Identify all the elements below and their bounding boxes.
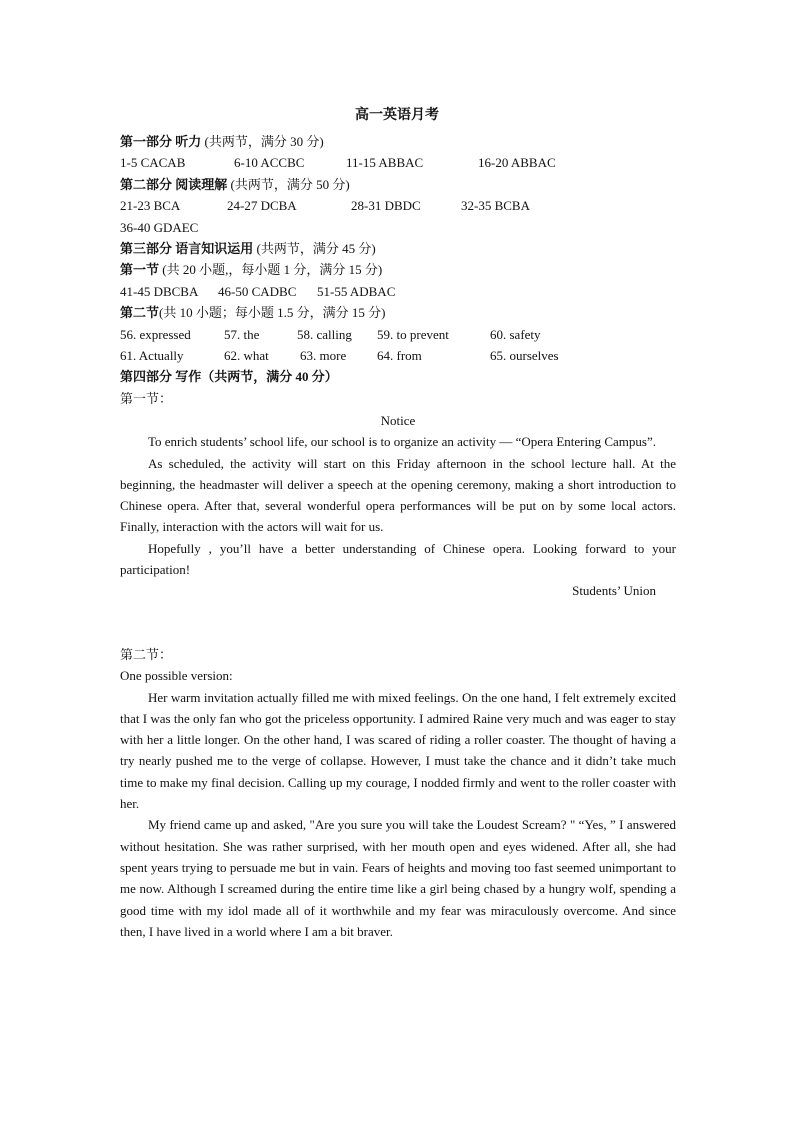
answer-section-objective: [120, 131, 680, 409]
part3-title: 第三部分 语言知识运用: [120, 240, 254, 256]
essay-paragraph: Her warm invitation actually filled me with mixed feelings. On the one hand, I felt extremely excited that I was the only fan who got the priceless opportunity. I admired Raine very much and was eager to stay with her a little longer. On the other hand, I was scared of riding a roller coaster. The thought of having a try nearly pushed me to the verge of collapse. However, I must take the chance and it didn’t take much time to make my final decision. Calling up my courage, I nodded firmly and went to the roller coaster with her.: [120, 689, 676, 812]
answer-group: 21-23 BCA: [120, 198, 181, 214]
part1-title: 第一部分 听力: [120, 134, 202, 149]
part1-answers: [120, 152, 680, 173]
part2-answers-row1: [120, 195, 680, 216]
notice-paragraph: Hopefully , you’ll have a better understanding of Chinese opera. Looking forward to your participation!: [120, 540, 676, 578]
answer-item: 63. more: [300, 347, 347, 363]
continuation-essay: [120, 644, 676, 942]
notice-title: Notice: [380, 413, 416, 428]
answer-item: 58. calling: [297, 326, 352, 342]
answer-item: 60. safety: [490, 326, 541, 342]
part3-section1-heading: [120, 259, 680, 280]
part3-section1-answers: [120, 281, 680, 302]
part2-heading: [120, 174, 680, 195]
part3-heading: [120, 238, 680, 259]
answer-item: 57. the: [224, 326, 260, 342]
section2-note: (共 10 小题；每小题 1.5 分，满分 15 分): [159, 305, 386, 321]
answer-group: 16-20 ABBAC: [478, 155, 556, 171]
version-label: One possible version:: [120, 668, 233, 684]
answer-group: 41-45 DBCBA: [120, 283, 199, 299]
section2-title: 第二节: [120, 305, 160, 321]
answer-item: 65. ourselves: [490, 347, 559, 363]
answer-group: 46-50 CADBC: [218, 283, 297, 299]
part3-note: (共两节，满分 45 分): [253, 240, 376, 256]
page-title: 高一英语月考: [355, 108, 439, 123]
part3-section2-row1: [120, 324, 680, 345]
section1-note: (共 20 小题,，每小题 1 分，满分 15 分): [159, 262, 383, 278]
part1-heading: [120, 131, 680, 152]
answer-item: 62. what: [224, 347, 269, 363]
answer-item: 59. to prevent: [377, 326, 449, 342]
answer-item: 56. expressed: [120, 326, 191, 342]
answer-group: 1-5 CACAB: [120, 155, 186, 171]
answer-group: 51-55 ADBAC: [317, 283, 396, 299]
answer-group: 11-15 ABBAC: [346, 155, 424, 171]
part4-heading: 第四部分 写作（共两节，满分 40 分）: [120, 369, 338, 385]
notice-essay: [120, 410, 676, 602]
part3-section2-row2: [120, 345, 680, 366]
section2-label: 第二节：: [120, 647, 173, 662]
essay-paragraph: My friend came up and asked, "Are you sure you will take the Loudest Scream? " “Yes, ” I answered without hesitation. She was rather surprised, with her mouth open and eyes widened. After all, she had spent years trying to persuade me but in vain. Fears of heights and moving too fast seemed unimportant to me now. Although I screamed during the entire time like a girl being chased by a hungry wolf, spending a good time with my idol made all of it worthwhile and my fear was miraculously overcome. And since then, I have lived in a world where I am a bit braver.: [120, 817, 676, 939]
notice-paragraph: To enrich students’ school life, our school is to organize an activity — “Opera Entering Campus”.: [148, 434, 657, 450]
part2-title: 第二部分 阅读理解: [120, 176, 228, 192]
answer-group: 32-35 BCBA: [461, 198, 530, 214]
notice-signature: Students’ Union: [572, 583, 656, 599]
part4-section1-label: 第一节：: [120, 390, 173, 406]
answer-item: 61. Actually: [120, 347, 184, 363]
answer-group: 6-10 ACCBC: [234, 155, 305, 171]
answer-group: 28-31 DBDC: [351, 198, 421, 214]
part2-note: (共两节，满分 50 分): [227, 176, 350, 192]
section1-title: 第一节: [120, 262, 160, 278]
answer-group: 24-27 DCBA: [227, 198, 297, 214]
part2-answers-row2: [120, 217, 680, 238]
part3-section2-heading: [120, 302, 680, 323]
part1-note: (共两节，满分 30 分): [201, 134, 324, 149]
answer-group: 36-40 GDAEC: [120, 219, 199, 235]
notice-paragraph: As scheduled, the activity will start on this Friday afternoon in the school lecture hall. At the beginning, the headmaster will deliver a speech at the opening ceremony, making a short introduction to Chinese opera. After that, several wonderful opera performances will be put on by some local actors. Finally, interaction with the actors will wait for us.: [120, 455, 676, 535]
answer-item: 64. from: [377, 347, 422, 363]
